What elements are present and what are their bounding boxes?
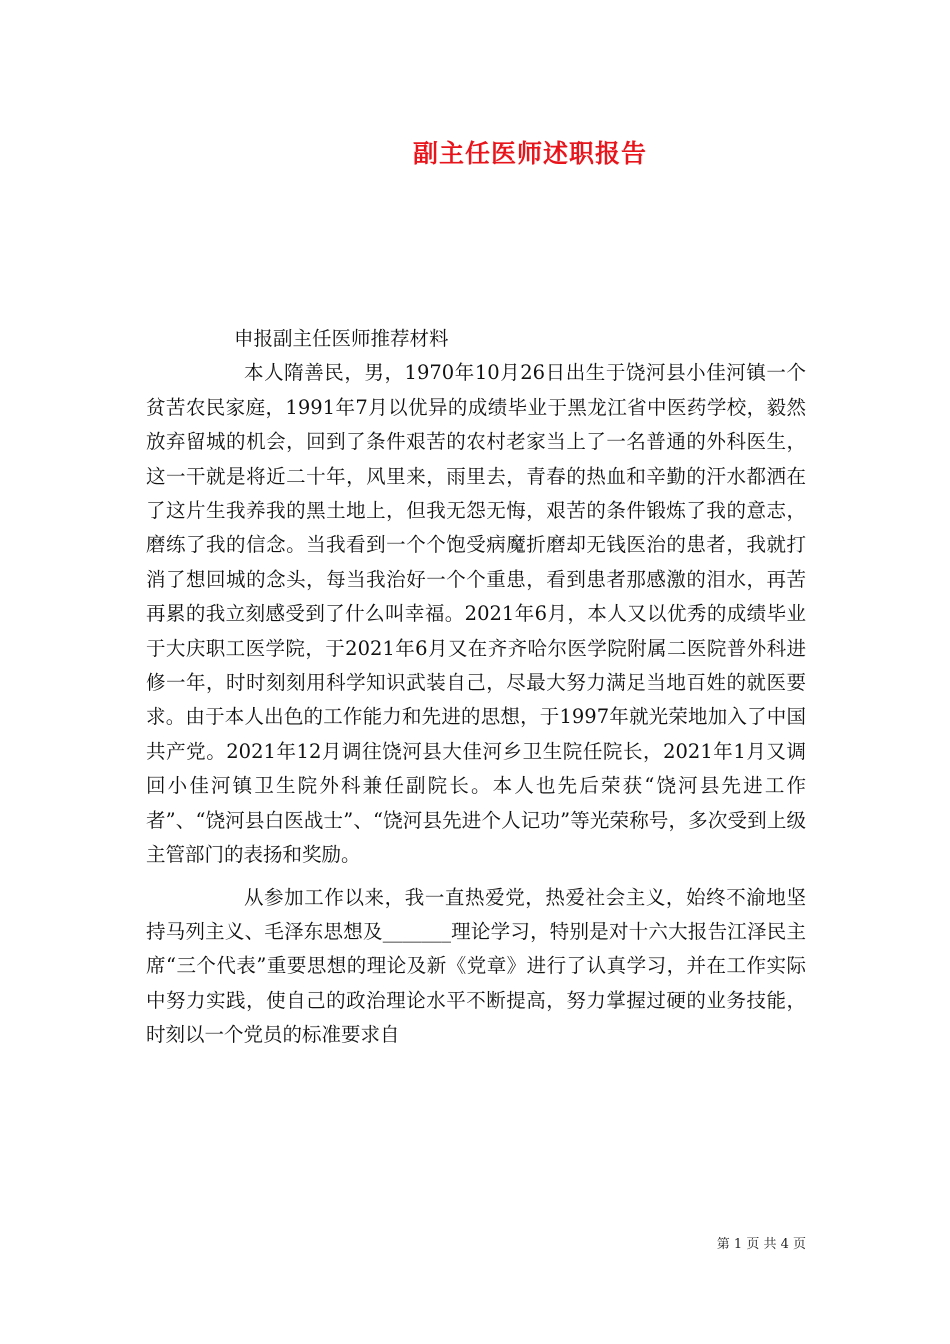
document-body [146,322,806,1053]
subheading: 申报副主任医师推荐材料 [234,327,449,350]
page-number: 第 1 页 共 4 页 [716,1237,806,1252]
paragraph-1: 本人隋善民，男，1970年10月26日出生于饶河县小佳河镇一个贫苦农民家庭，1991年7月以优异的成绩毕业于黑龙江省中医药学校，毅然放弃留城的机会，回到了条件艰苦的农村老家当上了一名普通的外科医生，这一干就是将近二十年，风里来，雨里去，青春的热血和辛勤的汗水都洒在了这片生我养我的黑土地上，但我无怨无悔，艰苦的条件锻炼了我的意志，磨练了我的信念。当我看到一个个饱受病魔折磨却无钱医治的患者，我就打消了想回城的念头，每当我治好一个个重患，看到患者那感激的泪水，再苦再累的我立刻感受到了什么叫幸福。2021年6月，本人又以优秀的成绩毕业于大庆职工医学院，于2021年6月又在齐齐哈尔医学院附属二医院普外科进修一年，时时刻刻用科学知识武装自己，尽最大努力满足当地百姓的就医要求。由于本人出色的工作能力和先进的思想，于1997年就光荣地加入了中国共产党。2021年12月调往饶河县大佳河乡卫生院任院长，2021年1月又调回小佳河镇卫生院外科兼任副院长。本人也先后荣获“饶河县先进工作者”、“饶河县白医战士”、“饶河县先进个人记功”等光荣称号，多次受到上级主管部门的表扬和奖励。 [146,361,806,867]
paragraph-2: 从参加工作以来，我一直热爱党，热爱社会主义，始终不渝地坚持马列主义、毛泽东思想及_______理论学习，特别是对十六大报告江泽民主席“三个代表”重要思想的理论及新《党章》进行了认真学习，并在工作实际中努力实践，使自己的政治理论水平不断提高，努力掌握过硬的业务技能，时刻以一个党员的标准要求自 [146,885,806,1047]
document-title: 副主任医师述职报告 [412,139,647,168]
